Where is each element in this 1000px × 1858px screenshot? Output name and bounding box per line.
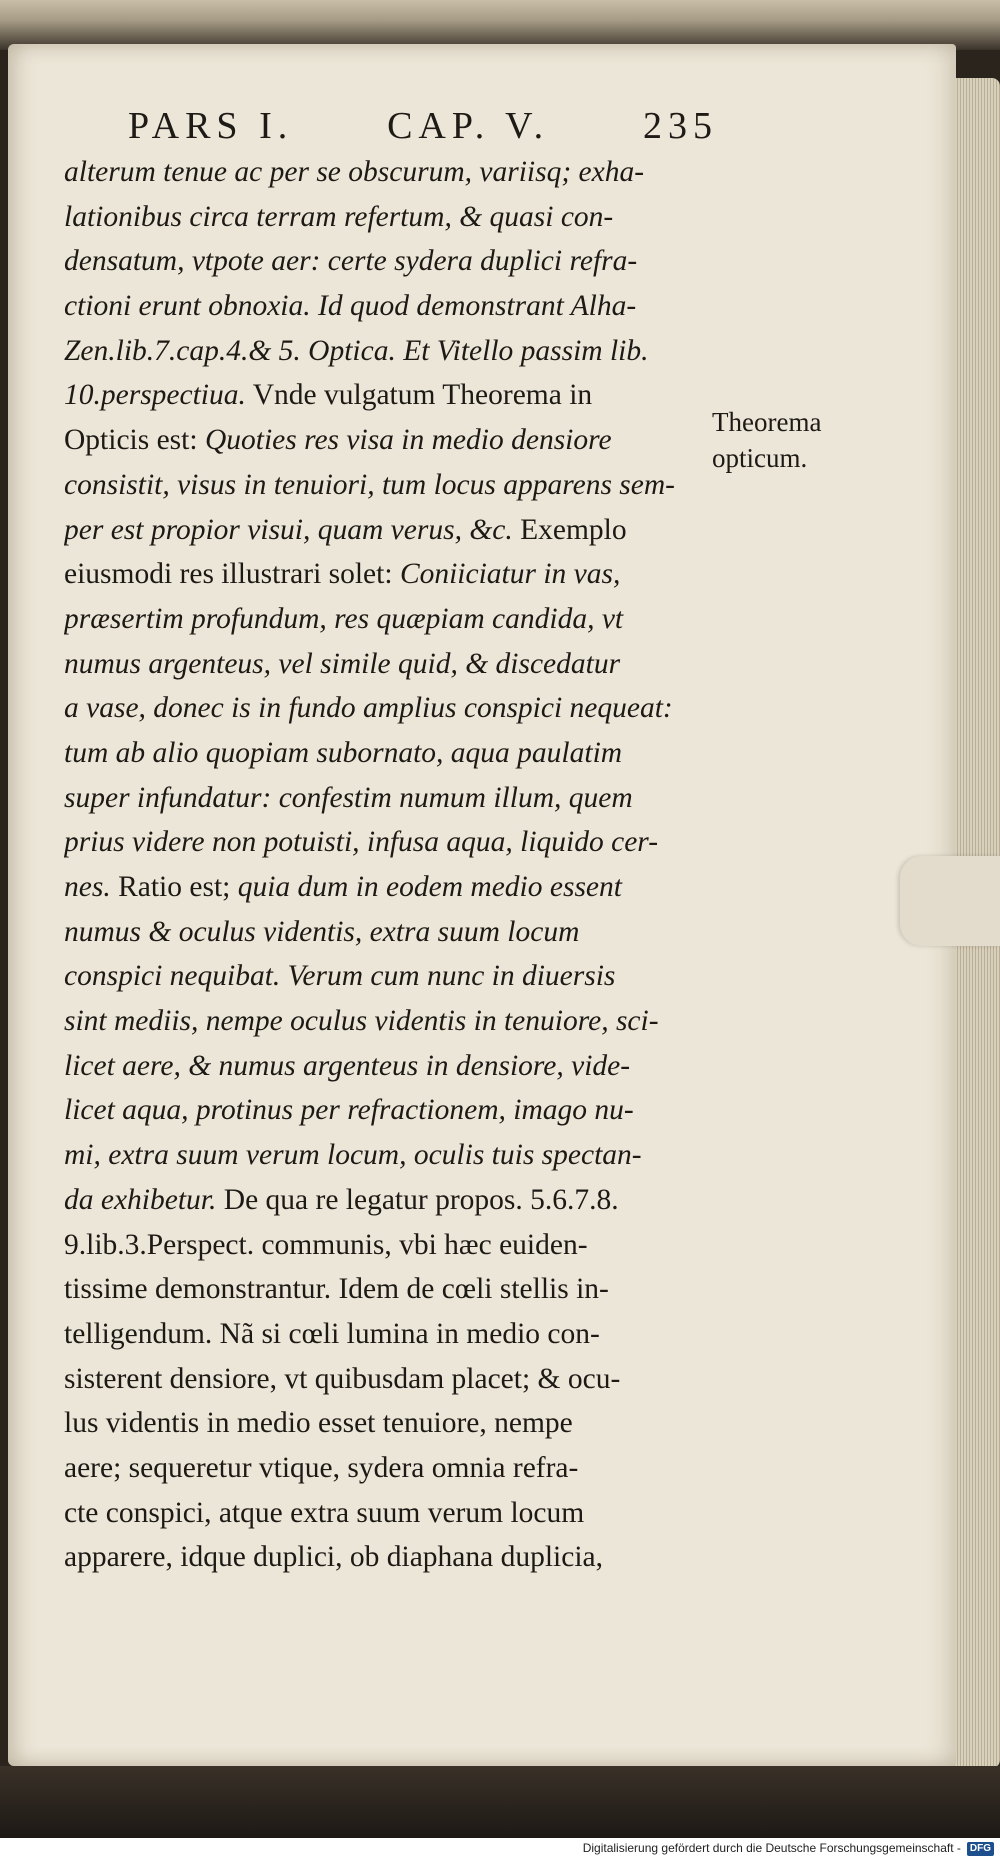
text-segment: densatum, vtpote aer: certe sydera duplici refra-: [64, 245, 638, 278]
text-line: [64, 552, 719, 597]
text-segment: Ratio est;: [110, 871, 238, 903]
text-line: [64, 1044, 719, 1089]
text-segment: tissime demonstrantur. Idem de cœli stellis in-: [64, 1273, 609, 1306]
text-line: [64, 1088, 719, 1133]
text-segment: consistit, visus in tenuiori, tum locus apparens sem-: [64, 468, 676, 501]
text-line: [64, 597, 719, 642]
text-segment: prius videre non potuisti, infusa aqua, liquido cer-: [64, 826, 659, 859]
text-segment: lus videntis in medio esset tenuiore, nempe: [64, 1407, 573, 1440]
text-segment: Coniiciatur in vas,: [399, 558, 621, 591]
text-segment: De qua re legatur propos. 5.6.7.8.: [216, 1183, 619, 1216]
text-line: [64, 954, 719, 999]
book-top-edge: [0, 0, 1000, 50]
text-segment: eiusmodi res illustrari solet:: [64, 558, 400, 591]
text-line: [64, 999, 719, 1044]
body-text: [64, 150, 719, 1580]
margin-note-line-1: Theorema: [712, 407, 822, 437]
text-segment: sisterent densiore, vt quibusdam placet; & ocu-: [64, 1362, 621, 1395]
text-segment: alterum tenue ac per se obscurum, variisq; exha-: [64, 156, 645, 188]
text-segment: da exhibetur.: [64, 1183, 217, 1216]
text-segment: Exemplo: [512, 513, 627, 546]
text-segment: numus & oculus videntis, extra suum locum: [64, 915, 580, 948]
text-line: [64, 239, 719, 284]
text-segment: Zen.lib.7.cap.4.& 5. Optica. Et Vitello passim lib.: [64, 334, 649, 367]
text-segment: per est propior visui, quam verus, &c.: [64, 513, 513, 546]
text-segment: aere; sequeretur vtique, sydera omnia refra-: [64, 1451, 579, 1484]
text-line: [64, 1357, 719, 1402]
text-segment: a vase, donec is in fundo amplius conspici nequeat:: [64, 692, 673, 725]
footer-credit: Digitalisierung gefördert durch die Deutsche Forschungsgemeinschaft -: [582, 1841, 961, 1855]
text-line: [64, 910, 719, 955]
text-line: [64, 329, 719, 374]
text-line: [64, 284, 719, 329]
text-line: [64, 820, 719, 865]
text-segment: 9.lib.3.Perspect. communis, vbi hæc euiden-: [64, 1228, 588, 1261]
text-segment: ctioni erunt obnoxia. Id quod demonstrant Alha-: [64, 290, 637, 323]
text-segment: 10.perspectiua.: [64, 379, 246, 412]
margin-note: [712, 404, 862, 476]
text-segment: mi, extra suum verum locum, oculis tuis spectan-: [64, 1139, 642, 1172]
text-segment: præsertim profundum, res quæpiam candida, vt: [64, 602, 624, 635]
text-segment: apparere, idque duplici, ob diaphana duplicia,: [64, 1541, 603, 1574]
running-head-part: PARS I.: [128, 105, 294, 147]
text-line: [64, 195, 719, 240]
paper-tab: [900, 856, 1000, 946]
margin-note-line-2: opticum.: [712, 443, 808, 473]
text-line: [64, 150, 719, 195]
text-line: [64, 686, 719, 731]
text-line: [64, 865, 719, 910]
text-line: [64, 1267, 719, 1312]
text-segment: sint mediis, nempe oculus videntis in tenuiore, sci-: [64, 1005, 659, 1038]
text-line: [64, 731, 719, 776]
text-line: [64, 1133, 719, 1178]
text-line: [64, 1312, 719, 1357]
text-segment: super infundatur: confestim numum illum, quem: [64, 781, 633, 814]
text-line: [64, 508, 719, 553]
text-segment: nes.: [64, 871, 111, 903]
text-line: [64, 373, 719, 418]
text-segment: licet aere, & numus argenteus in densiore, vide-: [64, 1049, 631, 1082]
text-line: [64, 1491, 719, 1536]
text-segment: Opticis est:: [64, 424, 205, 457]
text-line: [64, 463, 719, 508]
text-line: [64, 1223, 719, 1268]
text-segment: telligendum. Nã si cœli lumina in medio con-: [64, 1317, 600, 1350]
text-segment: Quoties res visa in medio densiore: [204, 424, 612, 457]
book-bottom-shadow: [0, 1766, 1000, 1838]
text-line: [64, 418, 719, 463]
text-segment: licet aqua, protinus per refractionem, imago nu-: [64, 1094, 634, 1127]
page-number: 235: [643, 105, 718, 147]
text-line: [64, 1446, 719, 1491]
running-head: [128, 104, 718, 148]
text-segment: numus argenteus, vel simile quid, & discedatur: [64, 647, 621, 680]
text-segment: tum ab alio quopiam subornato, aqua paulatim: [64, 736, 623, 769]
text-line: [64, 642, 719, 687]
text-segment: cte conspici, atque extra suum verum locum: [64, 1496, 585, 1529]
text-line: [64, 776, 719, 821]
text-segment: quia dum in eodem medio essent: [237, 871, 622, 903]
text-segment: lationibus circa terram refertum, & quasi con-: [64, 200, 614, 233]
text-segment: conspici nequibat. Verum cum nunc in diuersis: [64, 960, 616, 993]
digitization-footer: [0, 1838, 1000, 1858]
running-head-chapter: CAP. V.: [387, 105, 550, 147]
text-segment: Vnde vulgatum Theorema in: [245, 379, 593, 412]
text-line: [64, 1178, 719, 1223]
dfg-logo: DFG: [967, 1842, 994, 1856]
text-line: [64, 1401, 719, 1446]
text-line: [64, 1535, 719, 1580]
